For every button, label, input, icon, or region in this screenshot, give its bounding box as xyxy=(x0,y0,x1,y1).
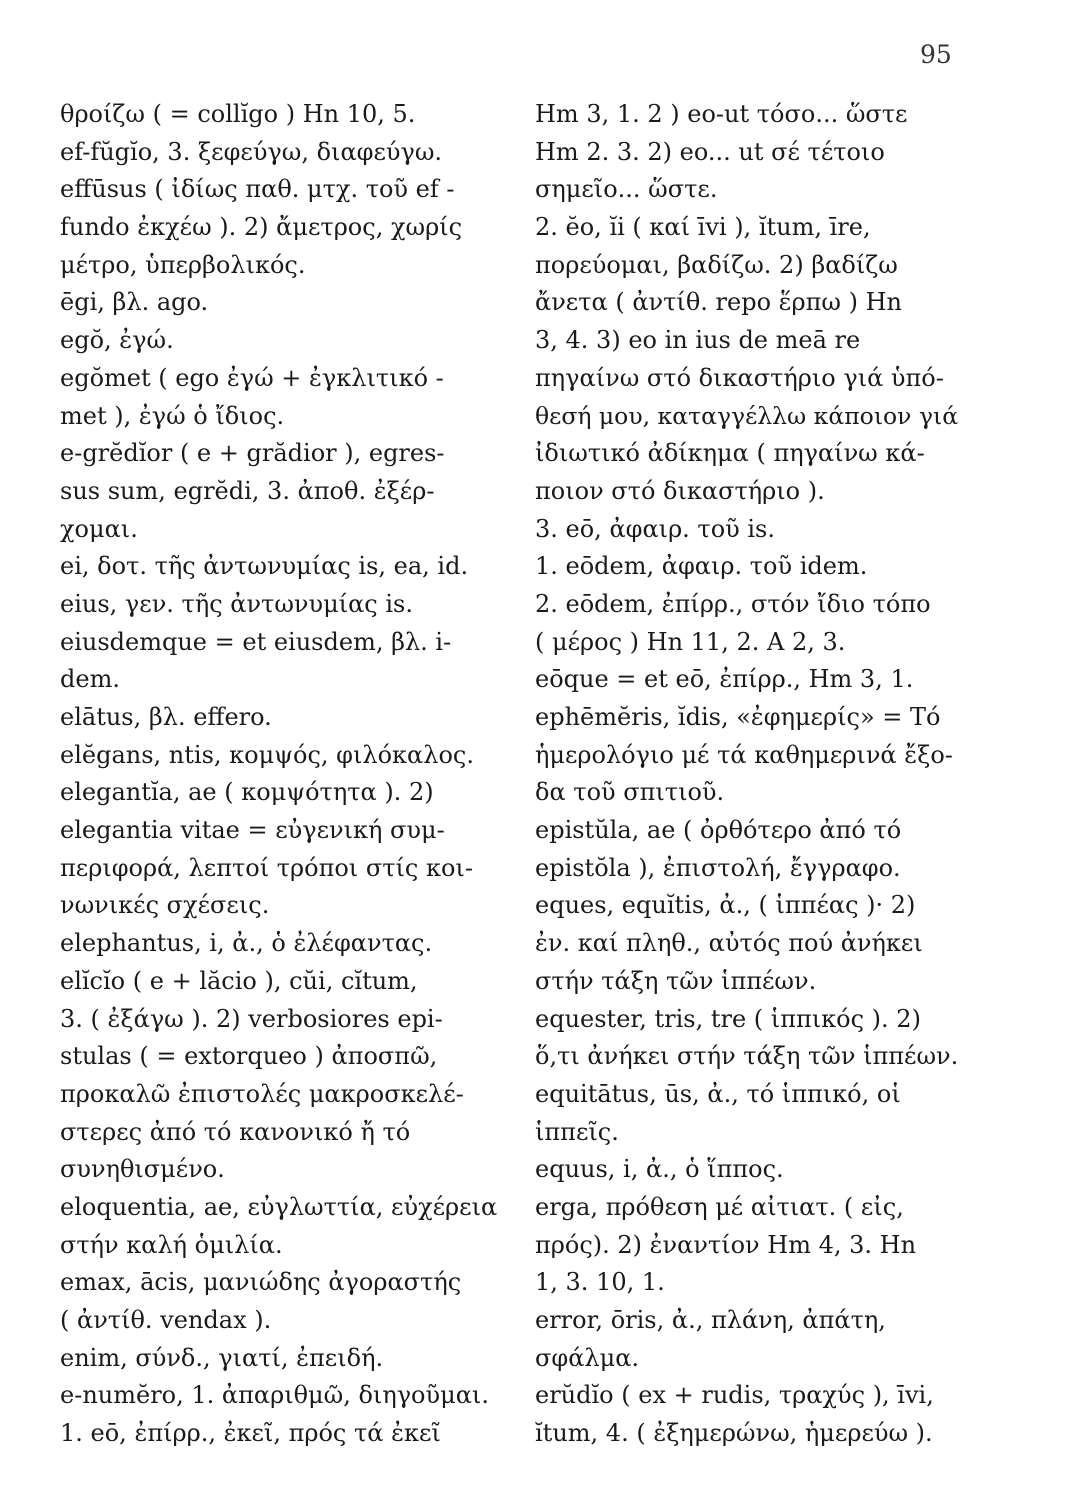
dictionary-line: 2. eōdem, ἐπίρρ., στόν ἴδιο τόπο xyxy=(535,589,931,618)
dictionary-line: equitātus, ūs, ἀ., τό ἱππικό, οἱ xyxy=(535,1079,901,1108)
dictionary-line: θεσή μου, καταγγέλλω κάποιον γιά xyxy=(535,401,959,430)
dictionary-line: ( ἀντίθ. vendax ). xyxy=(60,1306,272,1334)
dictionary-line: ei, δοτ. τῆς ἀντωνυμίας is, ea, id. xyxy=(60,552,469,581)
dictionary-line: στήν τάξη τῶν ἱππέων. xyxy=(535,966,817,995)
dictionary-line: error, ōris, ἀ., πλάνη, ἀπάτη, xyxy=(535,1306,886,1334)
dictionary-line: eiusdemque = et eiusdem, βλ. i- xyxy=(60,627,452,656)
dictionary-line: σημεῖο... ὥστε. xyxy=(535,175,718,204)
dictionary-line: equester, tris, tre ( ἱππικός ). 2) xyxy=(535,1004,921,1033)
dictionary-line: eius, γεν. τῆς ἀντωνυμίας is. xyxy=(60,589,413,618)
dictionary-line: emax, ācis, μανιώδης ἀγοραστής xyxy=(60,1268,462,1297)
dictionary-line: epistŭla, ae ( ὀρθότερο ἀπό τό xyxy=(535,816,902,845)
dictionary-line: erga, πρόθεση μέ αἰτιατ. ( εἰς, xyxy=(535,1192,904,1221)
dictionary-line: 2. ĕo, ĭi ( καί īvi ), ĭtum, īre, xyxy=(535,213,871,242)
dictionary-line: egŏ, ἐγώ. xyxy=(60,326,174,355)
dictionary-line: συνηθισμένο. xyxy=(60,1155,225,1184)
dictionary-line: egŏmet ( ego ἐγώ + ἐγκλιτικό - xyxy=(60,363,444,392)
dictionary-line: eques, equĭtis, ἀ., ( ἱππέας )· 2) xyxy=(535,891,916,920)
dictionary-line: elĭcĭo ( e + lăcio ), cŭi, cĭtum, xyxy=(60,966,418,995)
dictionary-line: 3. eō, ἀφαιρ. τοῦ is. xyxy=(535,514,775,543)
dictionary-line: elātus, βλ. effero. xyxy=(60,703,272,731)
dictionary-line: met ), ἐγώ ὁ ἴδιος. xyxy=(60,401,285,430)
dictionary-line: stulas ( = extorqueo ) ἀποσπῶ, xyxy=(60,1042,438,1071)
dictionary-line: e-numĕro, 1. ἀπαριθμῶ, διηγοῦμαι. xyxy=(60,1381,489,1410)
dictionary-line: equus, i, ἀ., ὁ ἵππος. xyxy=(535,1155,784,1184)
dictionary-line: e-grĕdĭor ( e + grădior ), egres- xyxy=(60,439,445,468)
dictionary-line: ἡμερολόγιο μέ τά καθημερινά ἔξο- xyxy=(535,740,953,769)
dictionary-line: effūsus ( ἰδίως παθ. μτχ. τοῦ ef - xyxy=(60,175,455,204)
dictionary-line: sus sum, egrĕdi, 3. ἀποθ. ἐξέρ- xyxy=(60,476,435,505)
dictionary-line: erŭdĭo ( ex + rudis, τραχύς ), īvi, xyxy=(535,1381,934,1410)
dictionary-line: Hm 3, 1. 2 ) eo-ut τόσο... ὥστε xyxy=(535,100,908,128)
dictionary-line: epistŏla ), ἐπιστολή, ἔγγραφο. xyxy=(535,853,901,882)
dictionary-line: μέτρο, ὑπερβολικός. xyxy=(60,250,306,279)
dictionary-line: δα τοῦ σπιτιοῦ. xyxy=(535,778,725,807)
dictionary-line: χομαι. xyxy=(60,514,138,543)
dictionary-line: eōque = et eō, ἐπίρρ., Hm 3, 1. xyxy=(535,665,914,694)
dictionary-line: Hm 2. 3. 2) eo... ut σέ τέτοιο xyxy=(535,137,885,166)
dictionary-line: ĭtum, 4. ( ἐξημερώνω, ἡμερεύω ). xyxy=(535,1419,933,1448)
dictionary-line: πορεύομαι, βαδίζω. 2) βαδίζω xyxy=(535,250,898,279)
dictionary-line: elĕgans, ntis, κομψός, φιλόκαλος. xyxy=(60,740,474,769)
dictionary-line: 3, 4. 3) eo in ius de meā re xyxy=(535,326,861,355)
dictionary-line: ephēmĕris, ĭdis, «ἐφημερίς» = Τό xyxy=(535,703,941,731)
dictionary-line: ēgi, βλ. ago. xyxy=(60,288,209,317)
dictionary-line: ὅ,τι ἀνήκει στήν τάξη τῶν ἱππέων. xyxy=(535,1042,959,1071)
dictionary-line: νωνικές σχέσεις. xyxy=(60,891,270,920)
dictionary-line: πηγαίνω στό δικαστήριο γιά ὑπό- xyxy=(535,363,944,392)
dictionary-line: προκαλῶ ἐπιστολές μακροσκελέ- xyxy=(60,1079,464,1108)
dictionary-line: σφάλμα. xyxy=(535,1343,640,1372)
dictionary-line: περιφορά, λεπτοί τρόποι στίς κοι- xyxy=(60,853,473,882)
dictionary-line: πρός). 2) ἐναντίον Hm 4, 3. Hn xyxy=(535,1230,917,1259)
left-column xyxy=(60,96,500,1453)
dictionary-line: enim, σύνδ., γιατί, ἐπειδή. xyxy=(60,1343,384,1372)
dictionary-line: ἄνετα ( ἀντίθ. repo ἕρπω ) Hn xyxy=(535,288,902,317)
dictionary-line: ef-fŭgĭo, 3. ξεφεύγω, διαφεύγω. xyxy=(60,137,443,166)
dictionary-line: elegantia vitae = εὐγενική συμ- xyxy=(60,816,445,845)
dictionary-line: dem. xyxy=(60,665,120,694)
dictionary-line: ( μέρος ) Hn 11, 2. A 2, 3. xyxy=(535,627,846,656)
dictionary-line: στήν καλή ὁμιλία. xyxy=(60,1230,283,1259)
dictionary-line: στερες ἀπό τό κανονικό ἤ τό xyxy=(60,1117,411,1146)
dictionary-line: 3. ( ἐξάγω ). 2) verbosiores epi- xyxy=(60,1004,443,1033)
dictionary-line: ποιον στό δικαστήριο ). xyxy=(535,476,825,505)
dictionary-line: ἰδιωτικό ἀδίκημα ( πηγαίνω κά- xyxy=(535,439,925,468)
dictionary-line: ἱππεῖς. xyxy=(535,1117,619,1146)
dictionary-line: 1. eōdem, ἀφαιρ. τοῦ idem. xyxy=(535,552,868,581)
dictionary-line: eloquentia, ae, εὐγλωττία, εὐχέρεια xyxy=(60,1192,498,1221)
right-column xyxy=(535,96,965,1453)
dictionary-line: θροίζω ( = collĭgo ) Hn 10, 5. xyxy=(60,100,416,128)
dictionary-line: fundo ἐκχέω ). 2) ἄμετρος, χωρίς xyxy=(60,213,463,242)
dictionary-line: 1, 3. 10, 1. xyxy=(535,1268,665,1297)
dictionary-line: elegantĭa, ae ( κομψότητα ). 2) xyxy=(60,778,434,807)
page-number: 95 xyxy=(920,40,952,69)
dictionary-line: ἐν. καί πληθ., αὐτός πού ἀνήκει xyxy=(535,929,923,958)
dictionary-line: 1. eō, ἐπίρρ., ἐκεῖ, πρός τά ἐκεῖ xyxy=(60,1419,441,1448)
dictionary-line: elephantus, i, ἀ., ὁ ἐλέφαντας. xyxy=(60,929,433,958)
